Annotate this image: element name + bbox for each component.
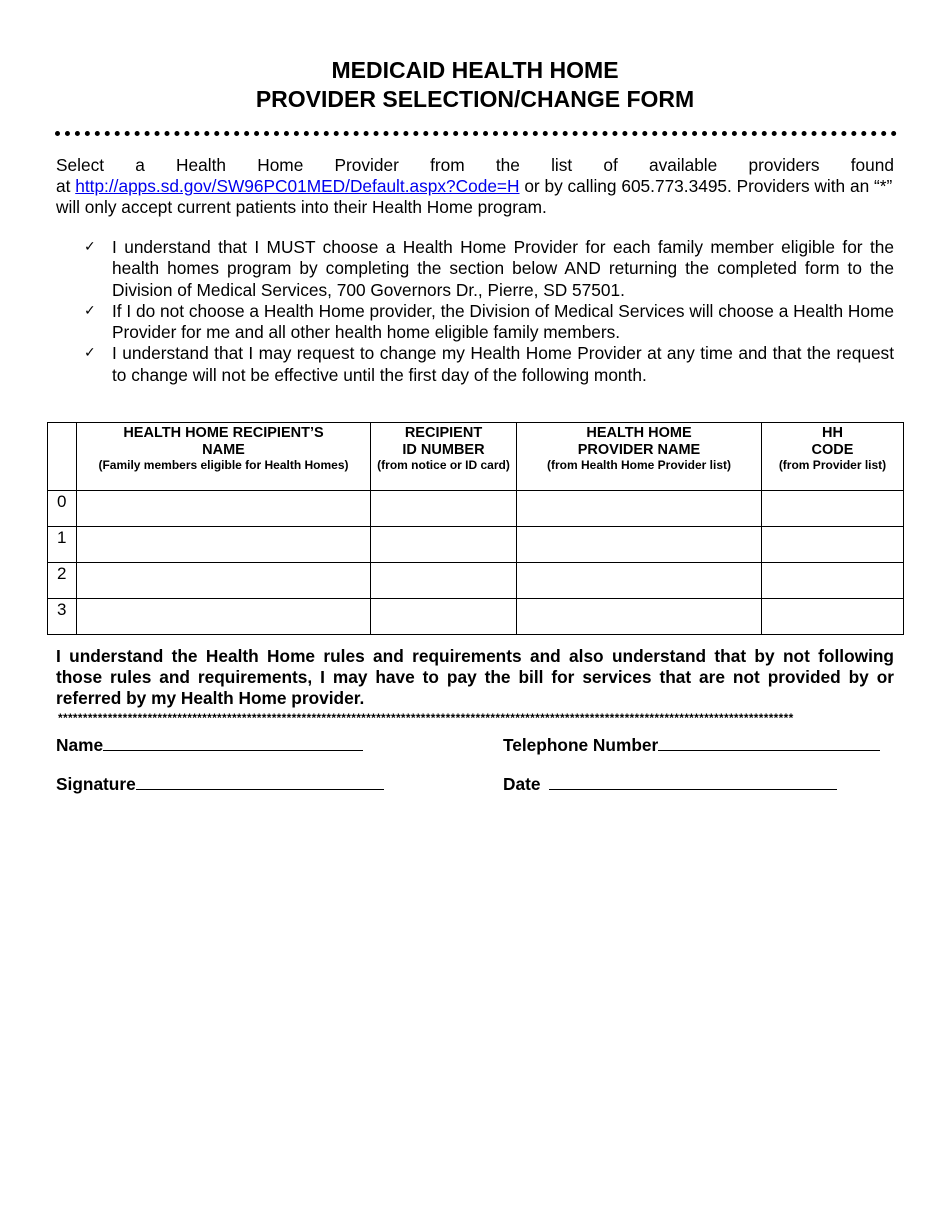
acknowledgement-text: I understand the Health Home rules and requirements and also understand that by not following those rules and requirements, I may have to pay the bill for services that are not provided by or referred by my Health Home provider. [56,646,894,708]
bullet-text: If I do not choose a Health Home provider, the Division of Medical Services will choose a Health Home Provider for me and all other health home eligible family members. [112,300,894,343]
bullet-text: I understand that I MUST choose a Health Home Provider for each family member eligible for the health homes program by completing the section below AND returning the completed form to the Division of Medical Services, 700 Governors Dr., Pierre, SD 57501. [112,237,894,300]
provider-name-cell[interactable] [517,563,762,599]
row-number: 2 [48,563,77,599]
signature-label: Signature [56,774,136,794]
telephone-field [503,732,880,756]
row-number: 0 [48,491,77,527]
date-field [503,771,837,795]
name-line[interactable] [103,732,363,751]
form-title-line1: MEDICAID HEALTH HOME [331,57,619,83]
name-label: Name [56,735,104,755]
list-item [84,301,894,344]
dotted-divider [55,131,897,136]
hh-code-cell[interactable] [762,599,904,635]
name-field [56,732,363,756]
recipient-table [47,422,904,635]
telephone-line[interactable] [658,732,880,751]
table-row [48,563,904,599]
row-number-header [48,423,77,491]
intro-paragraph [56,155,894,218]
recipient-name-cell[interactable] [77,527,371,563]
date-line[interactable] [549,771,837,790]
table-row [48,599,904,635]
bullet-text: I understand that I may request to change my Health Home Provider at any time and that the request to change will not be effective until the first day of the following month. [112,343,894,385]
provider-name-cell[interactable] [517,491,762,527]
recipient-name-header: HEALTH HOME RECIPIENT’S NAME (Family members eligible for Health Homes) [77,423,371,491]
form-title-line2: PROVIDER SELECTION/CHANGE FORM [255,86,695,112]
provider-name-header: HEALTH HOME PROVIDER NAME (from Health Home Provider list) [517,423,762,491]
signature-line[interactable] [136,771,384,790]
recipient-id-cell[interactable] [371,563,517,599]
provider-name-cell[interactable] [517,527,762,563]
check-icon: ✓ [84,302,96,319]
provider-name-cell[interactable] [517,599,762,635]
list-item [84,237,894,301]
intro-rest: or by calling 605.773.3495. Providers with an “*” will only accept current patients into their Health Home program. [56,176,893,217]
row-number: 1 [48,527,77,563]
table-row [48,527,904,563]
intro-at: at [56,176,71,196]
hh-code-cell[interactable] [762,563,904,599]
acknowledgement-list [84,237,894,386]
hh-code-cell[interactable] [762,491,904,527]
recipient-name-cell[interactable] [77,599,371,635]
table-row [48,491,904,527]
recipient-id-header: RECIPIENT ID NUMBER (from notice or ID card) [371,423,517,491]
date-label: Date [503,774,546,794]
recipient-id-cell[interactable] [371,599,517,635]
recipient-name-cell[interactable] [77,563,371,599]
hh-code-cell[interactable] [762,527,904,563]
provider-list-link[interactable]: http://apps.sd.gov/SW96PC01MED/Default.aspx?Code=H [75,176,520,196]
list-item [84,343,894,386]
row-number: 3 [48,599,77,635]
telephone-label: Telephone Number [503,735,659,755]
asterisk-separator: **************************************************************************************************************************************************** [58,712,794,724]
check-icon: ✓ [84,345,96,362]
hh-code-header: HH CODE (from Provider list) [762,423,904,491]
recipient-id-cell[interactable] [371,491,517,527]
recipient-id-cell[interactable] [371,527,517,563]
signature-field [56,771,384,795]
recipient-name-cell[interactable] [77,491,371,527]
intro-line1: Select a Health Home Provider from the list of available providers found [56,155,894,175]
check-icon: ✓ [84,239,96,255]
table-header-row [48,423,904,491]
